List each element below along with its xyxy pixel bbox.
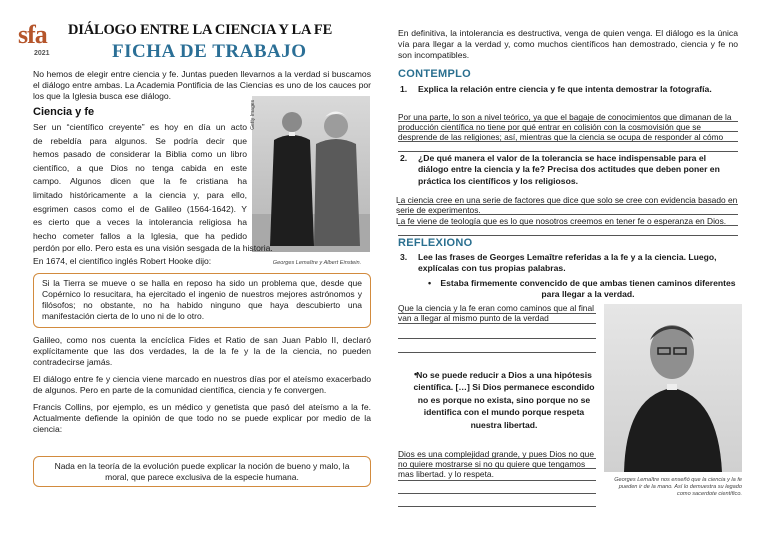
- answer-line: [398, 131, 738, 132]
- page-title: DIÁLOGO ENTRE LA CIENCIA Y LA FE: [68, 22, 333, 38]
- question-1-number: 1.: [400, 84, 408, 94]
- question-1: Explica la relación entre ciencia y fe que intenta demostrar la fotografía.: [418, 84, 712, 94]
- photo-figures: [252, 96, 370, 252]
- bullet-1-dot: •: [428, 278, 432, 288]
- bullet-2-quote: No se puede reducir a Dios a una hipótesis científica. […] Si Dios permanece escondido no es porque no exista, sino porque no se identifica con el mundo porque respeta nuestra libertad.: [413, 370, 595, 430]
- paragraph-line: científico, a que Dios no tenga cabida en este: [33, 162, 247, 173]
- answer-line: [398, 235, 738, 236]
- question-2: ¿De qué manera el valor de la tolerancia se hace indispensable para el diálogo entre la ciencia y la fe? Precisa dos actitudes que deben poner en práctica los científicos y los religiosos.: [418, 153, 720, 186]
- paragraph-line: Ser un “científico creyente” es hoy en día un acto: [33, 122, 247, 132]
- paragraph-line: de rebeldía para algunos. Se podría decir que: [33, 135, 247, 146]
- photo-credit: Getty Images: [250, 100, 256, 130]
- answer-line: [398, 468, 596, 469]
- answer-line: [398, 141, 738, 142]
- answer-line: [398, 225, 738, 226]
- collins-quote: Nada en la teoría de la evolución puede explicar la noción de bueno y malo, la moral, que parece exclusiva de la especie humana.: [54, 461, 350, 482]
- hooke-intro: En 1674, el científico inglés Robert Hooke dijo:: [33, 256, 212, 266]
- answer-line: [398, 480, 596, 481]
- bullet-1-quote: Estaba firmemente convencido de que ambas tienen caminos diferentes para llegar a la verdad.: [440, 278, 736, 300]
- answer-line: [398, 493, 596, 494]
- logo-letters: sfa: [18, 20, 47, 49]
- answer-line: [398, 338, 596, 339]
- paragraph-line: esgrimen casos como el de Galileo (1564-1642). Y: [33, 203, 247, 214]
- photo-caption: Georges Lemaître y Albert Einstein.: [272, 260, 362, 266]
- answer-line: [398, 121, 738, 122]
- answer-3b: Dios es una complejidad grande, y pues Dios no que no quiere mostrarse si no qu quiere que tengamos mas libertad. y lo respeta.: [398, 449, 595, 479]
- answer-line: [398, 204, 738, 205]
- right-intro: En definitiva, la intolerancia es destructiva, venga de quien venga. El diálogo es la única vía para llegar a la verdad y, como muchos científicos han demostrado, ciencia y fe no son incompatibles.: [398, 28, 738, 61]
- logo-year: 2021: [34, 50, 50, 57]
- question-3: Lee las frases de Georges Lemaître referidas a la fe y a la ciencia. Luego, explícalas con tus propias palabras.: [418, 252, 717, 274]
- paragraph-line: limitado históricamente a la ciencia y, para ello,: [33, 189, 247, 200]
- dialogo-paragraph: El diálogo entre fe y ciencia viene marcado en nuestros días por el ateísmo exacerbado de algunos. Pero en parte de la comunidad científica, ciencia y fe convergen.: [33, 374, 371, 396]
- paragraph-line: hecho cometer fallos a la Iglesia, que ha pedido: [33, 230, 247, 241]
- contemplo-heading: CONTEMPLO: [398, 68, 471, 80]
- page-subtitle: FICHA DE TRABAJO: [112, 41, 307, 62]
- answer-2b: La fe viene de teología que es lo que nosotros creemos en tener fe o esperanza en Dios.: [396, 216, 727, 226]
- answer-line: [398, 323, 596, 324]
- answer-line: [398, 352, 596, 353]
- answer-line: [398, 214, 738, 215]
- paragraph-line: hemos pasado de considerar la Biblia como un libro: [33, 149, 247, 160]
- answer-2a: La ciencia cree en una serie de factores que dice que solo se cree con evidencia basado en serie de experimentos.: [396, 195, 738, 215]
- portrait-caption: Georges Lemaître nos enseñó que la ciencia y la fe pueden ir de la mano. Así lo demuestra su legado como sacerdote científico.: [614, 477, 742, 497]
- logo: [18, 20, 58, 64]
- reflexiono-heading: REFLEXIONO: [398, 237, 473, 249]
- hooke-quote-box: [33, 273, 371, 328]
- galileo-paragraph: Galileo, como nos cuenta la encíclica Fides et Ratio de san Juan Pablo II, declaró explícitamente que las dos verdades, la de la fe y la de la ciencia, no pueden contradecirse jamás.: [33, 335, 371, 368]
- hooke-quote: Si la Tierra se mueve o se halla en reposo ha sido un problema que, desde que Copérnico lo resucitara, ha ejercitado el ingenio de nuestros mejores astrónomos y filósofos; no obstante, no ha habido ninguno que haya descubierto una manifestación cierta de lo uno ni de lo otro.: [42, 278, 362, 321]
- answer-line: [398, 151, 738, 152]
- lemaitre-einstein-photo: [252, 96, 370, 252]
- answer-line: [398, 506, 596, 507]
- collins-paragraph: Francis Collins, por ejemplo, es un médico y genetista que pasó del ateísmo a la fe. Actualmente defiende la opinión de que todo no se puede explicar por medio de la ciencia:: [33, 402, 371, 435]
- bullet-2-dot: •: [414, 369, 418, 379]
- question-3-number: 3.: [400, 252, 408, 262]
- answer-line: [398, 313, 596, 314]
- question-2-number: 2.: [400, 153, 408, 163]
- paragraph-line: es cierto que a veces la intolerancia religiosa ha: [33, 217, 247, 228]
- science-faith-column: [33, 121, 247, 243]
- portrait-figure: [604, 304, 742, 472]
- intro-paragraph: No hemos de elegir entre ciencia y fe. Juntas pueden llevarnos a la verdad si buscamos el diálogo entre ambas. La Academia Pontificia de las Ciencias es uno de los cauces por los que la Iglesia busca ese diálogo.: [33, 69, 371, 102]
- paragraph-perdon: perdón por ello. Pero esta es una visión sesgada de la historia.: [33, 243, 273, 253]
- answer-3a: Que la ciencia y la fe eran como caminos que al final van a llegar al mismo punto de la verdad: [398, 303, 594, 323]
- lemaitre-portrait-photo: [604, 304, 742, 472]
- answer-line: [398, 458, 596, 459]
- section-title: Ciencia y fe: [33, 106, 95, 118]
- answer-1: Por una parte, lo son a nivel teórico, ya que el bagaje de conocimientos que dimanan de la producción científica no tiene por qué entrar en colisión con la cosmovisión que se desprende de las religiones; así, mientras que la ciencia se ocupa de responder al cómo: [398, 112, 732, 142]
- collins-quote-box: [33, 456, 371, 487]
- paragraph-line: campo. Algunos dicen que la fe cristiana ha: [33, 176, 247, 187]
